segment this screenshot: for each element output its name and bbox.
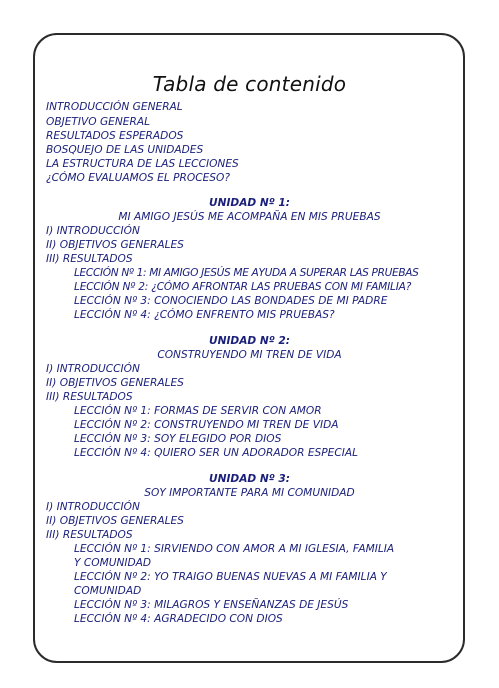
unit-subtitle: SOY IMPORTANTE PARA MI COMUNIDAD <box>144 487 355 499</box>
unit-section: III) RESULTADOS <box>46 253 133 265</box>
unit-heading: UNIDAD Nº 2: <box>208 335 291 347</box>
toc-item: OBJETIVO GENERAL <box>46 116 151 128</box>
lesson-item: LECCIÓN Nº 2: CONSTRUYENDO MI TREN DE VIDA <box>74 419 339 431</box>
unit-section: III) RESULTADOS <box>46 529 133 541</box>
unit-section: I) INTRODUCCIÓN <box>46 501 140 513</box>
lesson-item: LECCIÓN Nº 1: MI AMIGO JESÚS ME AYUDA A SUPERAR LAS PRUEBAS <box>74 267 419 279</box>
lesson-item: LECCIÓN Nº 1: SIRVIENDO CON AMOR A MI IGLESIA, FAMILIA <box>74 543 395 555</box>
toc-item: RESULTADOS ESPERADOS <box>46 130 184 142</box>
lesson-item: LECCIÓN Nº 4: QUIERO SER UN ADORADOR ESPECIAL <box>74 447 359 459</box>
lesson-item: LECCIÓN Nº 1: FORMAS DE SERVIR CON AMOR <box>74 405 322 417</box>
unit-heading: UNIDAD Nº 3: <box>208 473 291 485</box>
unit-section: I) INTRODUCCIÓN <box>46 363 140 375</box>
toc-item: ¿CÓMO EVALUAMOS EL PROCESO? <box>46 172 230 184</box>
page-title: Tabla de contenido <box>152 72 347 96</box>
lesson-item: LECCIÓN Nº 4: AGRADECIDO CON DIOS <box>74 613 283 625</box>
unit-section: II) OBJETIVOS GENERALES <box>46 377 184 389</box>
unit-subtitle: CONSTRUYENDO MI TREN DE VIDA <box>157 349 342 361</box>
toc-item: BOSQUEJO DE LAS UNIDADES <box>46 144 204 156</box>
toc-item: LA ESTRUCTURA DE LAS LECCIONES <box>46 158 239 170</box>
unit-heading: UNIDAD Nº 1: <box>208 197 291 209</box>
unit-subtitle: MI AMIGO JESÚS ME ACOMPAÑA EN MIS PRUEBAS <box>118 211 381 223</box>
lesson-item: LECCIÓN Nº 2: YO TRAIGO BUENAS NUEVAS A MI FAMILIA Y <box>74 571 387 583</box>
lesson-item-continued: COMUNIDAD <box>74 585 142 597</box>
unit-section: I) INTRODUCCIÓN <box>46 225 140 237</box>
lesson-item: LECCIÓN Nº 3: CONOCIENDO LAS BONDADES DE MI PADRE <box>74 295 388 307</box>
lesson-item: LECCIÓN Nº 3: MILAGROS Y ENSEÑANZAS DE JESÚS <box>74 599 349 611</box>
toc-item: INTRODUCCIÓN GENERAL <box>46 101 183 113</box>
unit-section: III) RESULTADOS <box>46 391 133 403</box>
lesson-item: LECCIÓN Nº 2: ¿CÓMO AFRONTAR LAS PRUEBAS CON MI FAMILIA? <box>74 281 412 293</box>
lesson-item: LECCIÓN Nº 4: ¿CÓMO ENFRENTO MIS PRUEBAS? <box>74 309 335 321</box>
unit-section: II) OBJETIVOS GENERALES <box>46 515 184 527</box>
lesson-item: LECCIÓN Nº 3: SOY ELEGIDO POR DIOS <box>74 433 282 445</box>
lesson-item-continued: Y COMUNIDAD <box>74 557 152 569</box>
unit-section: II) OBJETIVOS GENERALES <box>46 239 184 251</box>
